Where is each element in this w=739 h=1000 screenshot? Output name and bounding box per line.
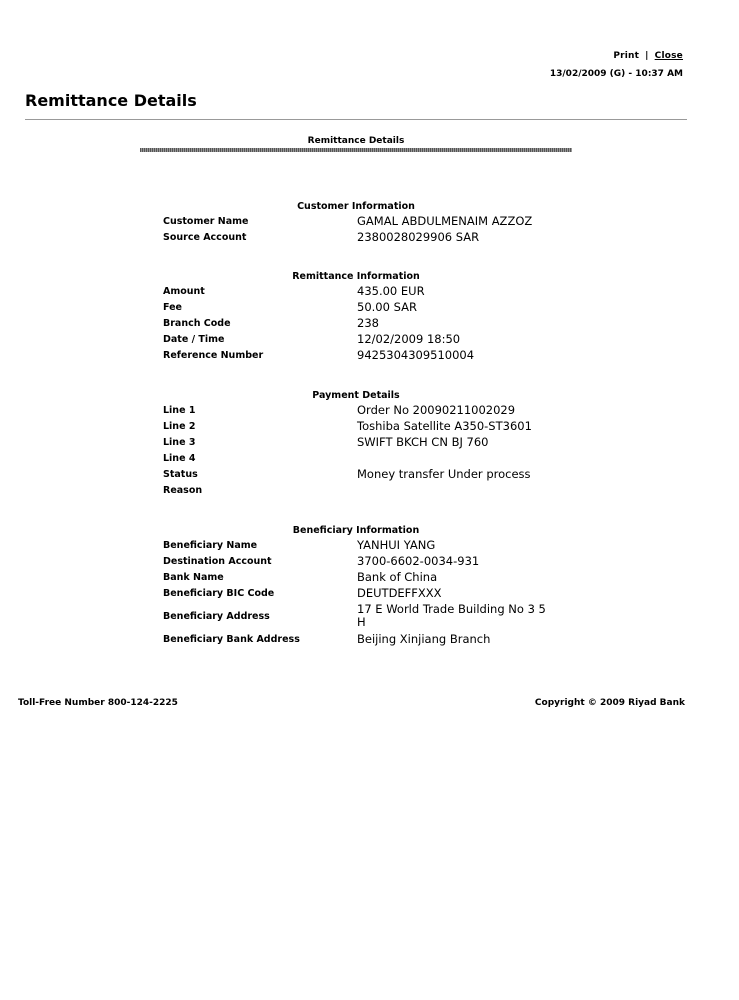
field-value: 238 xyxy=(357,316,379,330)
section-title: Remittance Details xyxy=(307,136,405,146)
field-value: 435.00 EUR xyxy=(357,284,425,298)
field-value: 2380028029906 SAR xyxy=(357,230,480,244)
field-label: Beneficiary Address xyxy=(163,611,270,622)
field-label: Status xyxy=(163,469,198,480)
field-label: Line 2 xyxy=(163,421,196,432)
field-value: 3700-6602-0034-931 xyxy=(357,554,480,568)
section-bar xyxy=(140,148,572,152)
field-value: DEUTDEFFXXX xyxy=(357,586,442,600)
field-label: Beneficiary Name xyxy=(163,540,258,551)
close-link[interactable]: Close xyxy=(654,51,683,61)
field-label: Reference Number xyxy=(163,350,264,361)
field-label: Fee xyxy=(163,302,182,313)
field-label: Date / Time xyxy=(163,334,225,345)
field-label: Source Account xyxy=(163,232,247,243)
field-value: SWIFT BKCH CN BJ 760 xyxy=(357,435,489,449)
field-value: Beijing Xinjiang Branch xyxy=(357,632,491,646)
field-label: Destination Account xyxy=(163,556,272,567)
field-value: Bank of China xyxy=(357,570,438,584)
payment-details-heading: Payment Details xyxy=(312,390,400,401)
current-datetime: 13/02/2009 (G) - 10:37 AM xyxy=(549,69,683,79)
copyright: Copyright © 2009 Riyad Bank xyxy=(534,698,685,708)
field-label: Bank Name xyxy=(163,572,224,583)
field-label: Branch Code xyxy=(163,318,231,329)
print-link[interactable]: Print xyxy=(613,51,640,61)
field-value: 9425304309510004 xyxy=(357,348,475,362)
tollfree-number: Toll-Free Number 800-124-2225 xyxy=(18,698,178,708)
field-label: Line 1 xyxy=(163,405,196,416)
field-value: YANHUI YANG xyxy=(357,538,436,552)
field-value: Money transfer Under process xyxy=(357,467,531,481)
field-label: Line 3 xyxy=(163,437,196,448)
field-value: 12/02/2009 18:50 xyxy=(357,332,461,346)
beneficiary-info-heading: Beneficiary Information xyxy=(292,525,420,536)
field-label: Customer Name xyxy=(163,216,249,227)
page-title: Remittance Details xyxy=(25,91,197,110)
field-label: Reason xyxy=(163,485,203,496)
field-label: Beneficiary Bank Address xyxy=(163,634,300,645)
field-value: 17 E World Trade Building No 3 5 H xyxy=(357,602,546,629)
top-links xyxy=(613,51,683,61)
customer-info-heading: Customer Information xyxy=(297,201,415,212)
field-value: Toshiba Satellite A350-ST3601 xyxy=(357,419,532,433)
field-label: Beneficiary BIC Code xyxy=(163,588,275,599)
field-value: GAMAL ABDULMENAIM AZZOZ xyxy=(357,214,533,228)
field-label: Line 4 xyxy=(163,453,196,464)
field-value: 50.00 SAR xyxy=(357,300,417,314)
field-value: Order No 20090211002029 xyxy=(357,403,516,417)
title-divider xyxy=(25,119,687,120)
link-separator: | xyxy=(645,51,649,61)
field-label: Amount xyxy=(163,286,205,297)
remittance-info-heading: Remittance Information xyxy=(292,271,420,282)
